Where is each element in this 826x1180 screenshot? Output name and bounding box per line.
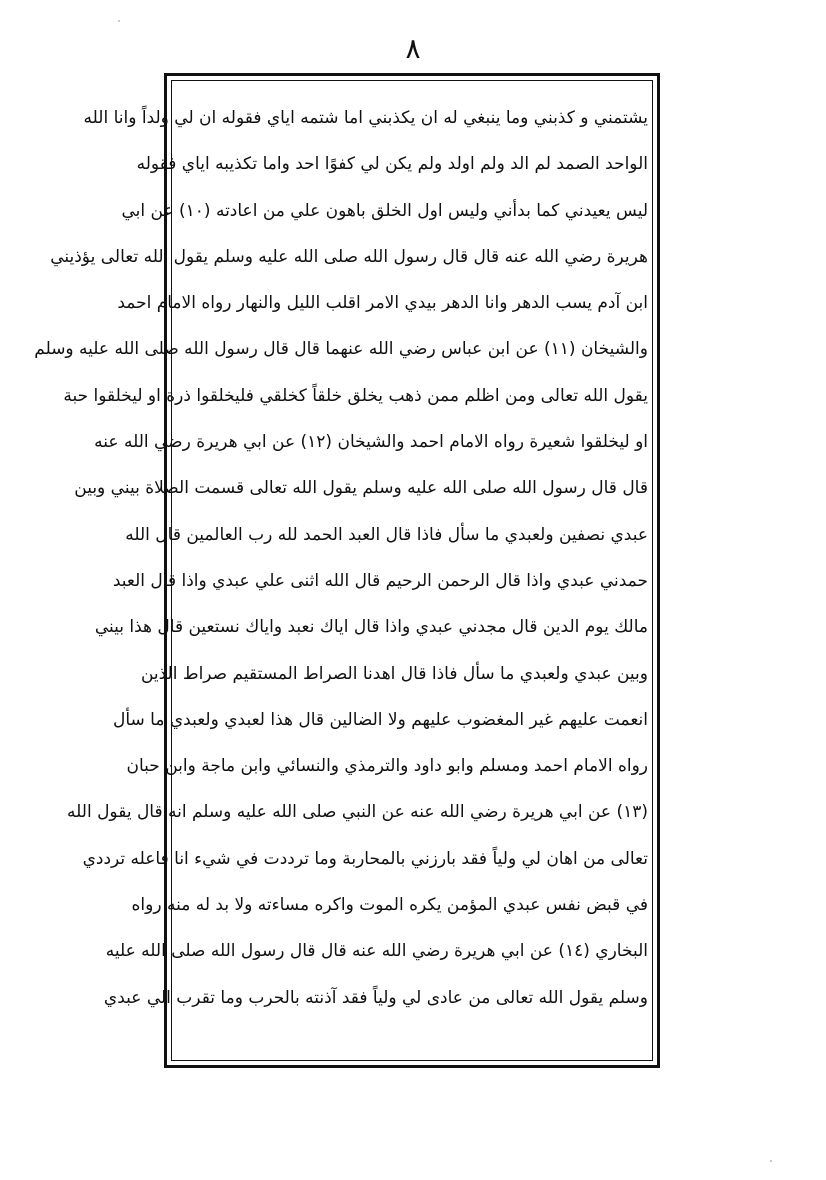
text-line: في قبض نفس عبدي المؤمن يكره الموت واكره مساءته ولا بد له منه رواه (131, 895, 648, 916)
page-number: ٨ (405, 32, 421, 65)
text-line: (١٣) عن ابي هريرة رضي الله عنه عن النبي صلى الله عليه وسلم انه قال يقول الله (67, 802, 648, 823)
text-line: هريرة رضي الله عنه قال قال رسول الله صلى الله عليه وسلم يقول الله تعالى يؤذيني (50, 246, 648, 267)
text-line: الواحد الصمد لم الد ولم اولد ولم يكن لي كفوًا احد واما تكذيبه اياي فقوله (136, 154, 648, 175)
text-line: وبين عبدي ولعبدي ما سأل فاذا قال اهدنا الصراط المستقيم صراط الذين (140, 663, 648, 684)
text-line: يشتمني و كذبني وما ينبغي له ان يكذبني اما شتمه اياي فقوله ان لي ولداً وانا الله (83, 108, 648, 128)
text-line: يقول الله تعالى ومن اظلم ممن ذهب يخلق خلقاً كخلقي فليخلقوا ذرة او ليخلقوا حبة (63, 385, 648, 406)
text-line: عبدي نصفين ولعبدي ما سأل فاذا قال العبد الحمد لله رب العالمين قال الله (125, 524, 648, 545)
text-line: مالك يوم الدين قال مجدني عبدي واذا قال اياك نعبد واياك نستعين قال هذا بيني (94, 617, 648, 638)
text-line: وسلم يقول الله تعالى من عادى لي ولياً فقد آذنته بالحرب وما تقرب الي عبدي (103, 987, 648, 1008)
scan-speck (118, 20, 120, 22)
text-line: قال قال رسول الله صلى الله عليه وسلم يقول الله تعالى قسمت الصلاة بيني وبين (74, 478, 648, 499)
text-line: انعمت عليهم غير المغضوب عليهم ولا الضالين قال هذا لعبدي ولعبدي ما سأل (113, 709, 648, 730)
text-line: او ليخلقوا شعيرة رواه الامام احمد والشيخان (١٢) عن ابي هريرة رضي الله عنه (94, 432, 648, 453)
text-line: حمدني عبدي واذا قال الرحمن الرحيم قال الله اثنى علي عبدي واذا قال العبد (112, 570, 648, 591)
text-line: ابن آدم يسب الدهر وانا الدهر بيدي الامر اقلب الليل والنهار رواه الامام احمد (117, 293, 648, 314)
text-line: ليس يعيدني كما بدأني وليس اول الخلق باهون علي من اعادته (١٠) عن ابي (121, 200, 648, 221)
text-line: البخاري (١٤) عن ابي هريرة رضي الله عنه قال قال رسول الله صلى الله عليه (105, 941, 648, 962)
text-line: والشيخان (١١) عن ابن عباس رضي الله عنهما قال قال رسول الله صلى الله عليه وسلم (34, 339, 648, 360)
text-block (34, 95, 648, 1060)
text-line: تعالى من اهان لي ولياً فقد بارزني بالمحاربة وما ترددت في شيء انا فاعله ترددي (82, 848, 648, 869)
scan-speck (770, 1160, 772, 1162)
text-line: رواه الامام احمد ومسلم وابو داود والترمذي والنسائي وابن ماجة وابن حبان (126, 756, 648, 777)
